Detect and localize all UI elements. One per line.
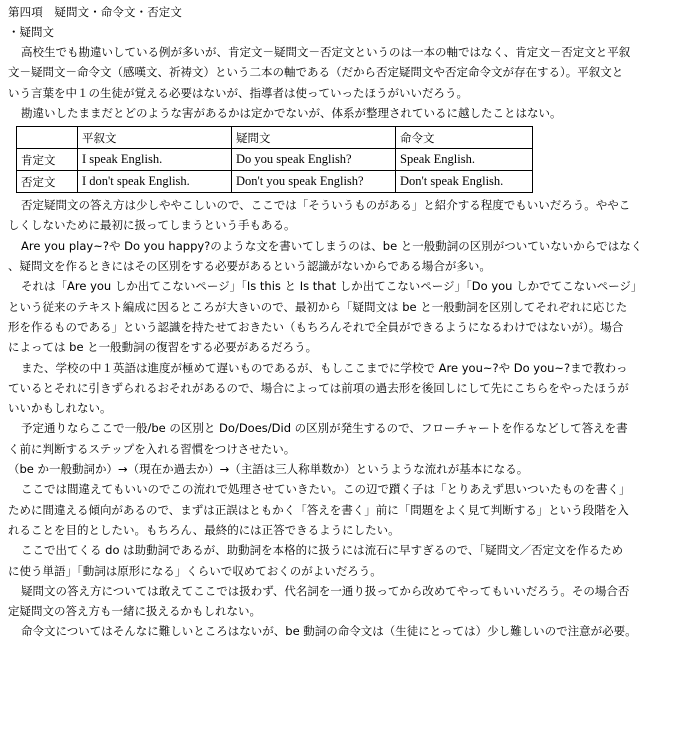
- text-line: ために間違える傾向があるので、まずは正誤はともかく「答えを書く」前に「問題をよく見て判断する」という段階を入: [8, 502, 629, 517]
- table-row: [17, 149, 533, 171]
- paragraph-judgement: [8, 479, 668, 540]
- paragraph-textbook: [8, 276, 668, 357]
- table-cell: Do you speak English?: [232, 149, 396, 171]
- table-cell: I don't speak English.: [78, 171, 232, 193]
- paragraph-axes: [8, 42, 668, 103]
- text-line: 文－疑問文－命令文（感嘆文、祈祷文）という二本の軸である（だから否定疑問文や否定命令文が存在する）。平叙文と: [8, 65, 624, 80]
- text-line: それは「Are you しか出てこないページ」「Is this と Is that しか出てこないページ」「Do you しかでてこないページ」: [21, 279, 643, 294]
- sentence-forms-table: [16, 126, 533, 193]
- paragraph-be-vs-verb: [8, 236, 668, 277]
- text-line: また、学校の中１英語は進度が極めて遅いものであるが、もしここまでに学校で Are you~?や Do you~?まで教わっ: [21, 360, 628, 375]
- table-header-cell: 疑問文: [232, 127, 396, 149]
- text-line: という従来のテキスト編成に因るところが大きいので、最初から「疑問文は be と一般動詞を区別してそれぞれに応じた: [8, 299, 628, 314]
- paragraph-flowchart: [8, 418, 668, 459]
- table-header-cell: 平叙文: [78, 127, 232, 149]
- paragraph-misunderstanding: [8, 103, 668, 123]
- section-title: 第四項 疑問文・命令文・否定文: [8, 5, 182, 19]
- table-row-label: 肯定文: [17, 149, 78, 171]
- text-line: 否定疑問文の答え方は少しややこしいので、ここでは「そういうものがある」と紹介する程度でもいいだろう。ややこ: [21, 198, 631, 213]
- text-line: 疑問文の答え方については敢えてここでは扱わず、代名詞を一通り扱ってから改めてやってもいいだろう。その場合否: [21, 583, 630, 598]
- paragraph-imperative: [8, 621, 668, 641]
- text-line: しくしないために最初に扱ってしまうという手もある。: [8, 218, 296, 233]
- paragraph-answers: [8, 581, 668, 622]
- paragraph-negative-question: [8, 195, 668, 236]
- text-line: ここでは間違えてもいいのでこの流れで処理させていきたい。この辺で躓く子は「とりあえず思いついたものを書く」: [21, 482, 631, 497]
- text-line: ここで出てくる do は助動詞であるが、助動詞を本格的に扱うには流石に早すぎるので、「疑問文／否定文を作るため: [21, 543, 624, 558]
- table-cell: Don't you speak English?: [232, 171, 396, 193]
- text-line: 高校生でも勘違いしている例が多いが、肯定文－疑問文－否定文というのは一本の軸ではなく、肯定文－否定文と平叙: [21, 45, 631, 59]
- flow-line: [8, 459, 668, 479]
- table-cell: Speak English.: [396, 149, 533, 171]
- text-line: 命令文についてはそんなに難しいところはないが、be 動詞の命令文は（生徒にとっては）少し難しいので注意が必要。: [21, 624, 637, 639]
- text-line: ているとそれに引きずられるおそれがあるので、場合によっては前項の過去形を後回しにして先にこちらをやったほうが: [8, 380, 629, 395]
- table-cell: Don't speak English.: [396, 171, 533, 193]
- paragraph-school-pace: [8, 358, 668, 419]
- text-line: 定疑問文の答え方も一緒に扱えるかもしれない。: [8, 604, 261, 619]
- text-line: れることを目的としたい。もちろん、最終的には正答できるようにしたい。: [8, 522, 400, 537]
- text-line: いう言葉を中１の生徒が覚える必要はないが、指導者は使っていったほうがいいだろう。: [8, 85, 468, 100]
- text-line: に使う単語」「動詞は原形になる」くらいで収めておくのがよいだろう。: [8, 563, 382, 578]
- section-subtitle: ・疑問文: [8, 25, 54, 39]
- text-line: Are you play~?や Do you happy?のような文を書いてしまうのは、be と一般動詞の区別がついていないからではなく: [21, 238, 643, 253]
- table-row-label: 否定文: [17, 171, 78, 193]
- text-line: 、疑問文を作るときにはその区別をする必要があるという認識がないからである場合が多い。: [8, 259, 491, 274]
- text-line: 形を作るものである」という認識を持たせておきたい（もちろんそれで全員ができるようになるわけではないが）。場合: [8, 319, 624, 334]
- paragraph-auxiliary-do: [8, 540, 668, 581]
- text-line: いいかもしれない。: [8, 401, 112, 416]
- text-line: 予定通りならここで一般/be の区別と Do/Does/Did の区別が発生するので、フローチャートを作るなどして答えを書: [21, 421, 628, 436]
- text-line: く前に判断するステップを入れる習慣をつけさせたい。: [8, 441, 296, 456]
- table-header-row: [17, 127, 533, 149]
- table-cell: I speak English.: [78, 149, 232, 171]
- text-line: 勘違いしたままだとどのような害があるかは定かでないが、体系が整理されているに越したことはない。: [21, 105, 562, 120]
- table-row: [17, 171, 533, 193]
- table-header-cell: [17, 127, 78, 149]
- table-header-cell: 命令文: [396, 127, 533, 149]
- text-line: によっては be と一般動詞の復習をする必要があるだろう。: [8, 340, 318, 355]
- text-line: （be か一般動詞か）→（現在か過去か）→（主語は三人称単数か）というような流れが基本になる。: [8, 462, 529, 477]
